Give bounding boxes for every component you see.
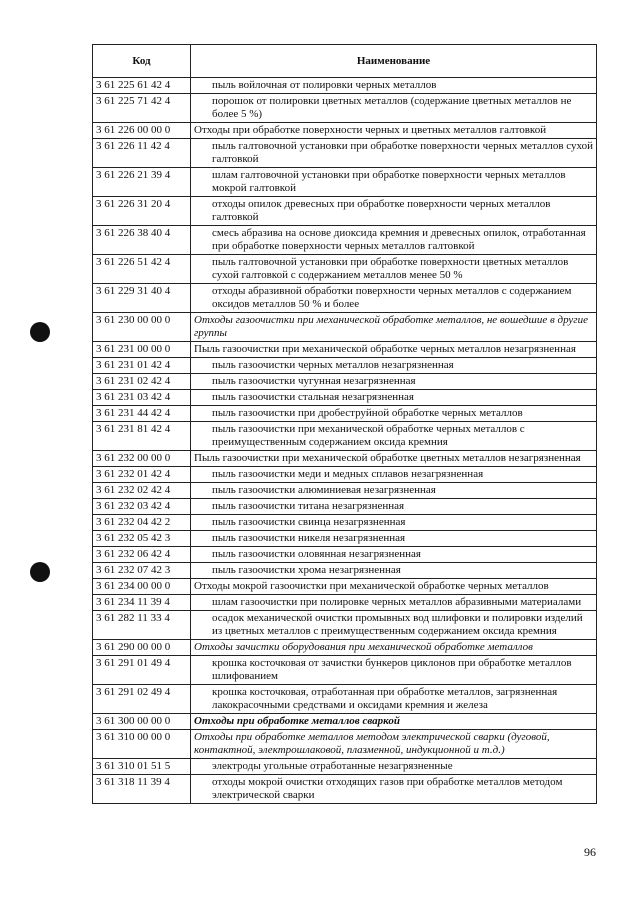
table-row <box>93 563 597 579</box>
row-name: шлам галтовочной установки при обработке поверхности черных металлов мокрой галтовкой <box>212 169 566 194</box>
row-code: 3 61 291 02 49 4 <box>93 685 191 714</box>
table-row <box>93 640 597 656</box>
table-row <box>93 313 597 342</box>
row-code: 3 61 234 11 39 4 <box>93 595 191 611</box>
row-code: 3 61 310 01 51 5 <box>93 759 191 775</box>
table-row <box>93 197 597 226</box>
row-name: пыль газоочистки чугунная незагрязненная <box>212 375 416 387</box>
row-name-cell <box>191 284 597 313</box>
table-row <box>93 406 597 422</box>
row-code: 3 61 232 00 00 0 <box>93 451 191 467</box>
row-name-cell <box>191 139 597 168</box>
row-code: 3 61 230 00 00 0 <box>93 313 191 342</box>
table-row <box>93 358 597 374</box>
row-name: пыль газоочистки алюминиевая незагрязненная <box>212 484 436 496</box>
row-code: 3 61 226 51 42 4 <box>93 255 191 284</box>
row-name-cell <box>191 313 597 342</box>
page-number: 96 <box>584 845 596 859</box>
table-row <box>93 374 597 390</box>
punch-hole-bottom <box>30 562 50 582</box>
row-name: пыль войлочная от полировки черных металлов <box>212 79 437 91</box>
row-code: 3 61 226 38 40 4 <box>93 226 191 255</box>
row-code: 3 61 310 00 00 0 <box>93 730 191 759</box>
row-name-cell <box>191 467 597 483</box>
row-name-cell <box>191 451 597 467</box>
row-name-cell <box>191 685 597 714</box>
row-name: порошок от полировки цветных металлов (содержание цветных металлов не более 5 %) <box>212 95 572 120</box>
row-code: 3 61 225 71 42 4 <box>93 94 191 123</box>
row-name-cell <box>191 640 597 656</box>
table-row <box>93 579 597 595</box>
table-row <box>93 422 597 451</box>
row-code: 3 61 232 06 42 4 <box>93 547 191 563</box>
row-code: 3 61 225 61 42 4 <box>93 78 191 94</box>
row-name: Отходы зачистки оборудования при механической обработке металлов <box>194 641 533 653</box>
row-name-cell <box>191 515 597 531</box>
row-name-cell <box>191 714 597 730</box>
waste-codes-table <box>92 44 597 804</box>
row-name: пыль газоочистки оловянная незагрязненная <box>212 548 421 560</box>
row-code: 3 61 282 11 33 4 <box>93 611 191 640</box>
row-code: 3 61 232 03 42 4 <box>93 499 191 515</box>
row-code: 3 61 231 00 00 0 <box>93 342 191 358</box>
table-row <box>93 255 597 284</box>
row-code: 3 61 231 44 42 4 <box>93 406 191 422</box>
row-name-cell <box>191 547 597 563</box>
row-name-cell <box>191 656 597 685</box>
row-name-cell <box>191 197 597 226</box>
table-header-row <box>93 45 597 78</box>
row-code: 3 61 300 00 00 0 <box>93 714 191 730</box>
row-name-cell <box>191 422 597 451</box>
table-row <box>93 226 597 255</box>
column-header-name: Наименование <box>191 45 597 78</box>
row-name-cell <box>191 123 597 139</box>
row-name: отходы абразивной обработки поверхности черных металлов с содержанием оксидов металлов 50 % и более <box>212 285 572 310</box>
row-name-cell <box>191 775 597 804</box>
table-row <box>93 467 597 483</box>
table-row <box>93 547 597 563</box>
row-name: Отходы при обработке металлов сваркой <box>194 715 400 727</box>
row-name-cell <box>191 611 597 640</box>
table-row <box>93 595 597 611</box>
row-name: пыль газоочистки никеля незагрязненная <box>212 532 406 544</box>
row-code: 3 61 232 01 42 4 <box>93 467 191 483</box>
row-name: Пыль газоочистки при механической обработке черных металлов незагрязненная <box>194 343 576 355</box>
row-code: 3 61 290 00 00 0 <box>93 640 191 656</box>
row-name-cell <box>191 563 597 579</box>
row-code: 3 61 231 02 42 4 <box>93 374 191 390</box>
row-name: электроды угольные отработанные незагрязненные <box>212 760 453 772</box>
row-name-cell <box>191 730 597 759</box>
row-name-cell <box>191 358 597 374</box>
table-row <box>93 390 597 406</box>
row-name: пыль газоочистки хрома незагрязненная <box>212 564 401 576</box>
table-row <box>93 611 597 640</box>
table-row <box>93 451 597 467</box>
row-name: осадок механической очистки промывных вод шлифовки и полировки изделий из цветных металлов с преимущественным содержанием оксида кремния <box>212 612 583 637</box>
table-row <box>93 139 597 168</box>
table-row <box>93 499 597 515</box>
row-name: крошка косточковая, отработанная при обработке металлов, загрязненная лакокрасочными средствами и оксидами кремния и железа <box>212 686 558 711</box>
row-code: 3 61 226 11 42 4 <box>93 139 191 168</box>
row-name-cell <box>191 499 597 515</box>
table-row <box>93 94 597 123</box>
column-header-code: Код <box>93 45 191 78</box>
row-code: 3 61 226 31 20 4 <box>93 197 191 226</box>
row-name: крошка косточковая от зачистки бункеров циклонов при обработке металлов шлифованием <box>212 657 572 682</box>
row-name: отходы мокрой очистки отходящих газов при обработке металлов методом электрической сварки <box>212 776 563 801</box>
row-name: пыль газоочистки при механической обработке черных металлов с преимущественным содержанием оксида кремния <box>212 423 525 448</box>
row-code: 3 61 232 04 42 2 <box>93 515 191 531</box>
row-name: пыль газоочистки при дробеструйной обработке черных металлов <box>212 407 523 419</box>
table-row <box>93 685 597 714</box>
row-name: пыль галтовочной установки при обработке поверхности цветных металлов сухой галтовкой с содержанием металлов менее 50 % <box>212 256 569 281</box>
row-code: 3 61 231 01 42 4 <box>93 358 191 374</box>
row-name-cell <box>191 595 597 611</box>
row-code: 3 61 231 81 42 4 <box>93 422 191 451</box>
row-name: Отходы при обработке поверхности черных и цветных металлов галтовкой <box>194 124 547 136</box>
row-name-cell <box>191 531 597 547</box>
table-row <box>93 759 597 775</box>
table-body <box>93 78 597 804</box>
row-code: 3 61 231 03 42 4 <box>93 390 191 406</box>
table-row <box>93 775 597 804</box>
row-code: 3 61 232 07 42 3 <box>93 563 191 579</box>
row-name-cell <box>191 483 597 499</box>
row-name-cell <box>191 255 597 284</box>
punch-hole-top <box>30 322 50 342</box>
row-code: 3 61 291 01 49 4 <box>93 656 191 685</box>
row-name: пыль газоочистки стальная незагрязненная <box>212 391 414 403</box>
row-name: пыль газоочистки титана незагрязненная <box>212 500 405 512</box>
row-code: 3 61 232 02 42 4 <box>93 483 191 499</box>
row-name: шлам газоочистки при полировке черных металлов абразивными материалами <box>212 596 582 608</box>
row-name: пыль газоочистки черных металлов незагрязненная <box>212 359 454 371</box>
row-name: смесь абразива на основе диоксида кремния и древесных опилок, отработанная при обработке поверхности черных металлов галтовкой <box>212 227 586 252</box>
table-row <box>93 78 597 94</box>
table-row <box>93 168 597 197</box>
row-name: пыль газоочистки меди и медных сплавов незагрязненная <box>212 468 484 480</box>
row-code: 3 61 234 00 00 0 <box>93 579 191 595</box>
row-name: пыль галтовочной установки при обработке поверхности черных металлов сухой галтовкой <box>212 140 594 165</box>
row-name-cell <box>191 579 597 595</box>
row-name: Отходы мокрой газоочистки при механической обработке черных металлов <box>194 580 549 592</box>
row-code: 3 61 318 11 39 4 <box>93 775 191 804</box>
table-row <box>93 714 597 730</box>
table-row <box>93 515 597 531</box>
row-name-cell <box>191 94 597 123</box>
table-row <box>93 531 597 547</box>
row-code: 3 61 226 21 39 4 <box>93 168 191 197</box>
row-name-cell <box>191 168 597 197</box>
row-name: Отходы при обработке металлов методом электрической сварки (дуговой, контактной, электрошлаковой, плазменной, индукционной и т.д.) <box>194 731 550 756</box>
table-row <box>93 123 597 139</box>
row-name-cell <box>191 374 597 390</box>
table-row <box>93 730 597 759</box>
table-row <box>93 656 597 685</box>
row-name-cell <box>191 390 597 406</box>
row-name-cell <box>191 406 597 422</box>
row-name: отходы опилок древесных при обработке поверхности черных металлов галтовкой <box>212 198 551 223</box>
table-row <box>93 342 597 358</box>
row-name: пыль газоочистки свинца незагрязненная <box>212 516 406 528</box>
row-code: 3 61 226 00 00 0 <box>93 123 191 139</box>
table-row <box>93 483 597 499</box>
row-name: Отходы газоочистки при механической обработке металлов, не вошедшие в другие группы <box>194 314 588 339</box>
row-name-cell <box>191 78 597 94</box>
row-code: 3 61 229 31 40 4 <box>93 284 191 313</box>
row-name-cell <box>191 226 597 255</box>
row-name: Пыль газоочистки при механической обработке цветных металлов незагрязненная <box>194 452 581 464</box>
table-row <box>93 284 597 313</box>
row-code: 3 61 232 05 42 3 <box>93 531 191 547</box>
row-name-cell <box>191 342 597 358</box>
row-name-cell <box>191 759 597 775</box>
